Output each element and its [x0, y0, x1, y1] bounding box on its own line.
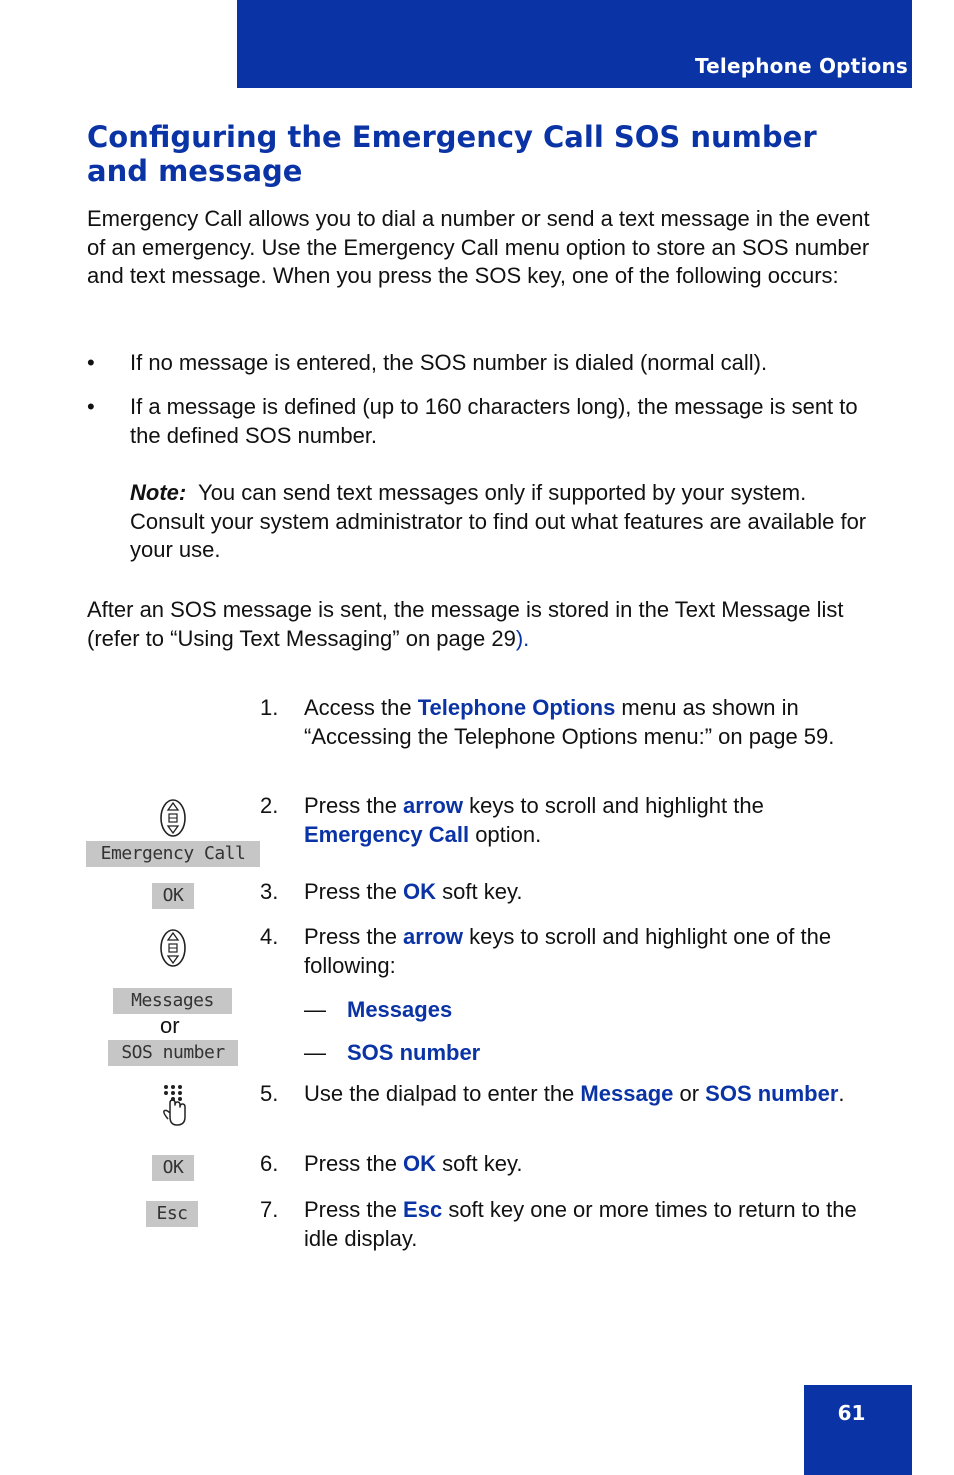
dialpad-hand-icon — [160, 1083, 188, 1127]
step-number: 4. — [260, 924, 279, 949]
key-message: Message — [580, 1081, 674, 1106]
step-number: 1. — [260, 695, 279, 720]
display-sos-number: SOS number — [108, 1040, 238, 1066]
bullet-text: If a message is defined (up to 160 characters long), the message is sent to the defined SOS number. — [130, 394, 858, 448]
display-messages: Messages — [113, 988, 232, 1014]
display-ok: OK — [152, 883, 194, 909]
step-text: Use the dialpad to enter the Message or SOS number. — [304, 1081, 845, 1106]
navigation-key-icon — [158, 797, 188, 839]
option-label: Messages — [347, 997, 453, 1022]
step-number: 6. — [260, 1151, 279, 1176]
note-text: You can send text messages only if supported by your system. Consult your system administrator to find out what features are available for your use. — [130, 480, 867, 563]
key-emergency-call: Emergency Call — [304, 821, 470, 847]
step-text: Press the arrow keys to scroll and highlight one of the following: — [304, 924, 832, 978]
step-text: Press the Esc soft key one or more times to return to the idle display. — [304, 1197, 857, 1251]
or-label: or — [160, 1013, 180, 1038]
section-heading: Configuring the Emergency Call SOS number and message — [87, 120, 817, 188]
note-label: Note: — [130, 480, 187, 505]
note — [130, 479, 875, 565]
page-number: 61 — [837, 1401, 866, 1425]
key-sos-number: SOS number — [705, 1081, 839, 1106]
step-number: 7. — [260, 1197, 279, 1222]
step-number: 5. — [260, 1081, 279, 1106]
display-emergency-call: Emergency Call — [86, 841, 260, 867]
key-arrow: arrow — [403, 793, 463, 818]
intro-paragraph: Emergency Call allows you to dial a number or send a text message in the event of an emergency. Use the Emergency Call menu option to store an SOS number and text message. When you press the SOS key, one of the following occurs: — [87, 206, 870, 289]
step-text: Access the Telephone Options menu as shown in “Accessing the Telephone Options menu:” on page 59. — [304, 695, 835, 749]
display-ok: OK — [152, 1155, 194, 1181]
after-close: ). — [515, 625, 530, 651]
after-paragraph — [87, 596, 877, 653]
display-esc: Esc — [146, 1201, 198, 1227]
step-text: Press the OK soft key. — [304, 1151, 523, 1176]
key-telephone-options: Telephone Options — [417, 695, 616, 720]
option-label: SOS number — [347, 1040, 481, 1065]
bullet-marker: • — [87, 394, 95, 419]
key-ok: OK — [403, 879, 437, 904]
key-arrow: arrow — [403, 924, 463, 949]
bullet-marker: • — [87, 350, 95, 375]
step-text: Press the arrow keys to scroll and highlight the Emergency Call option. — [304, 793, 764, 847]
step-text: Press the OK soft key. — [304, 879, 523, 904]
page-number-box — [804, 1385, 912, 1475]
header-title: Telephone Options — [694, 54, 908, 78]
after-text: After an SOS message is sent, the message is stored in the Text Message list (refer to “Using Text Messaging” on page 29 — [87, 597, 844, 651]
step-number: 2. — [260, 793, 279, 818]
navigation-key-icon — [158, 927, 188, 969]
key-esc: Esc — [403, 1197, 443, 1222]
key-ok: OK — [403, 1151, 437, 1176]
bullet-text: If no message is entered, the SOS number is dialed (normal call). — [130, 350, 768, 375]
step-number: 3. — [260, 879, 279, 904]
